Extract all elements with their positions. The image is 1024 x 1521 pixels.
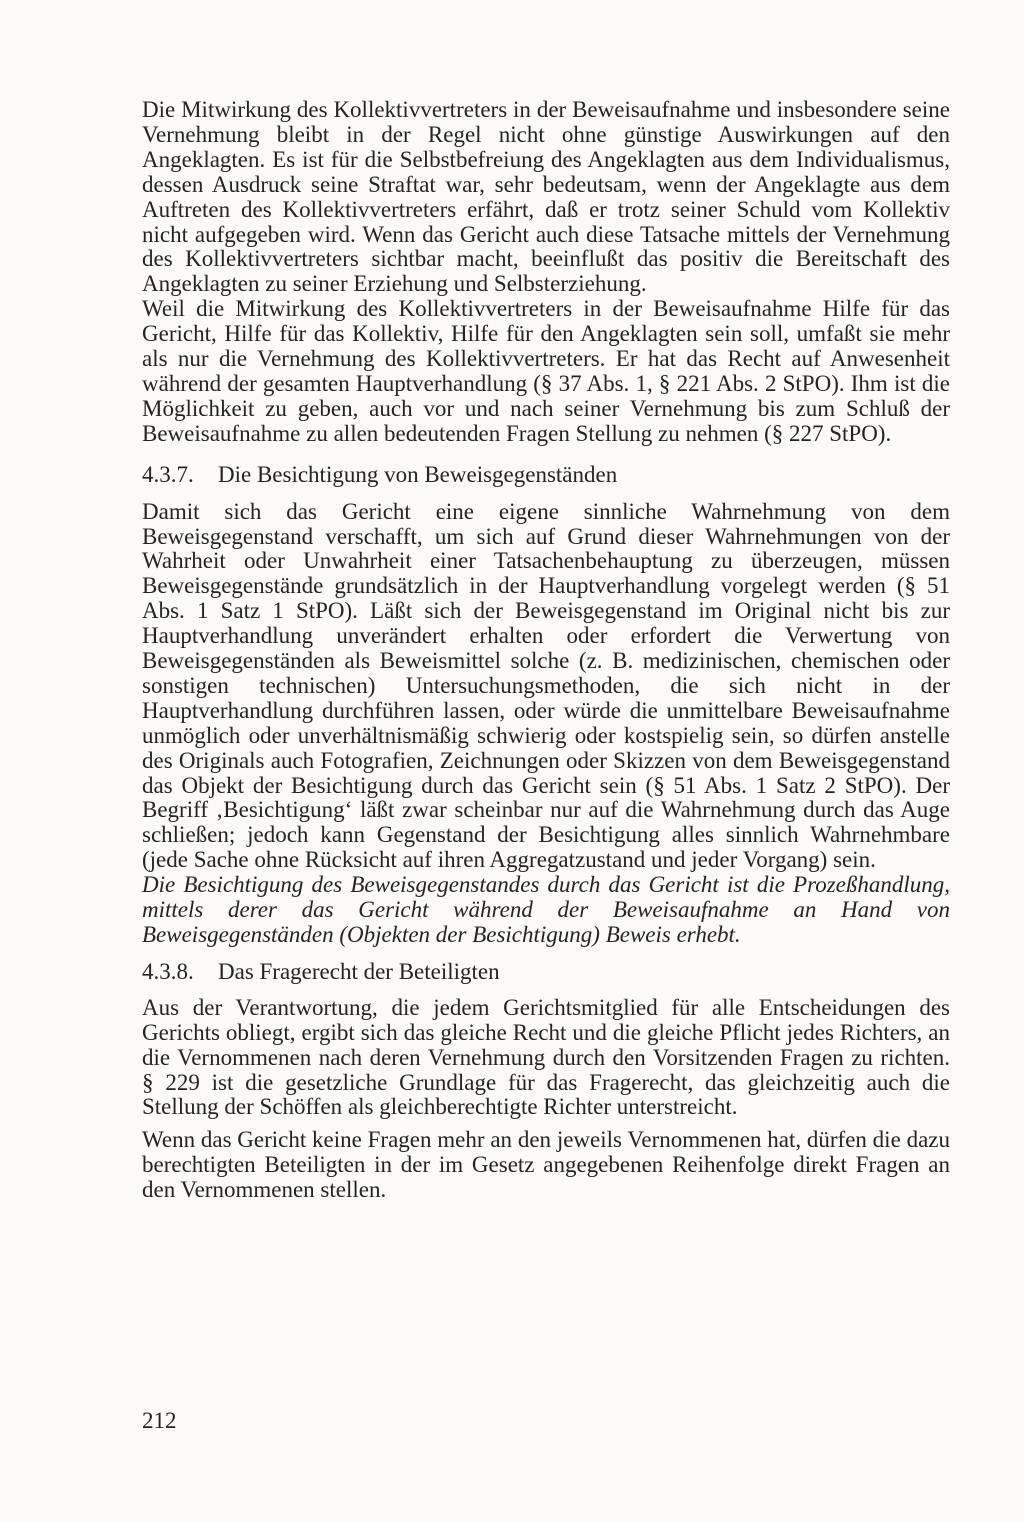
paragraph-collective-representative: Die Mitwirkung des Kollektivvertreters in der Beweisaufnahme und insbesondere seine Vernehmung bleibt in der Regel nicht ohne günstige Auswirkungen auf den Angeklagten. Es ist für die Selbstbefreiung des Angeklagten aus dem Individualismus, dessen Ausdruck seine Straftat war, sehr bedeutsam, wenn der Angeklagte aus dem Auftreten des Kollektivvertreters erfährt, daß er trotz seiner Schuld vom Kollektiv nicht aufgegeben wird. Wenn das Gericht auch diese Tatsache mittels der Vernehmung des Kollektivvertreters sichtbar macht, beeinflußt das positiv die Bereitschaft des Angeklagten zu seiner Erziehung und Selbsterziehung. [142, 97, 950, 297]
paragraph-right-to-question: Aus der Verantwortung, die jedem Gerichtsmitglied für alle Entscheidungen des Gerichts obliegt, ergibt sich das gleiche Recht und die gleiche Pflicht jedes Richters, an die Vernommenen nach deren Vernehmung durch den Vorsitzenden Fragen zu richten. § 229 ist die gesetzliche Grundlage für das Fragerecht, das gleichzeitig auch die Stellung der Schöffen als gleichberechtigte Richter unterstreicht. [142, 994, 950, 1120]
section-number: 4.3.8. [142, 958, 194, 984]
section-title: Das Fragerecht der Beteiligten [218, 958, 500, 984]
section-heading-4-3-8 [142, 960, 950, 985]
page-number: 212 [142, 1408, 177, 1433]
paragraph-inspection-definition: Die Besichtigung des Beweisgegenstandes durch das Gericht ist die Prozeßhandlung, mittels derer das Gericht während der Beweisaufnahme an Hand von Beweisgegenständen (Objekten der Besichtigung) Beweis erhebt. [142, 872, 950, 947]
paragraph-participation-scope: Weil die Mitwirkung des Kollektivvertreters in der Beweisaufnahme Hilfe für das Gericht, Hilfe für das Kollektiv, Hilfe für den Angeklagten sein soll, umfaßt sie mehr als nur die Vernehmung des Kollektivvertreters. Er hat das Recht auf Anwesenheit während der gesamten Hauptverhandlung (§ 37 Abs. 1, § 221 Abs. 2 StPO). Ihm ist die Möglichkeit zu geben, auch vor und nach seiner Vernehmung bis zum Schluß der Beweisaufnahme zu allen bedeutenden Fragen Stellung zu nehmen (§ 227 StPO). [142, 296, 950, 446]
page-body [142, 98, 950, 1203]
section-heading-4-3-7 [142, 463, 950, 488]
paragraph-inspection-evidence: Damit sich das Gericht eine eigene sinnliche Wahrnehmung von dem Beweisgegenstand verschafft, um sich auf Grund dieser Wahrnehmungen von der Wahrheit oder Unwahrheit einer Tatsachenbehauptung zu überzeugen, müssen Beweisgegenstände grundsätzlich in der Hauptverhandlung vorgelegt werden (§ 51 Abs. 1 Satz 1 StPO). Läßt sich der Beweisgegenstand im Original nicht bis zur Hauptverhandlung unverändert erhalten oder erfordert die Verwertung von Beweisgegenständen als Beweismittel solche (z. B. medizinischen, chemischen oder sonstigen technischen) Untersuchungsmethoden, die sich nicht in der Hauptverhandlung durchführen lassen, oder würde die unmittelbare Beweisaufnahme unmöglich oder unverhältnismäßig schwierig oder kostspielig sein, so dürfen anstelle des Originals auch Fotografien, Zeichnungen oder Skizzen von dem Beweisgegenstand das Objekt der Besichtigung durch das Gericht sein (§ 51 Abs. 1 Satz 2 StPO). Der Begriff ‚Besichtigung‘ läßt zwar scheinbar nur auf die Wahrnehmung durch das Auge schließen; jedoch kann Gegenstand der Besichtigung alles sinnlich Wahrnehmbare (jede Sache ohne Rücksicht auf ihren Aggregatzustand und jeder Vorgang) sein. [142, 498, 950, 873]
paragraph-participants-questions: Wenn das Gericht keine Fragen mehr an den jeweils Vernommenen hat, dürfen die dazu berechtigten Beteiligten in der im Gesetz angegebenen Reihenfolge direkt Fragen an den Vernommenen stellen. [142, 1127, 950, 1203]
section-title: Die Besichtigung von Beweisgegenständen [218, 461, 618, 487]
section-number: 4.3.7. [142, 461, 194, 487]
